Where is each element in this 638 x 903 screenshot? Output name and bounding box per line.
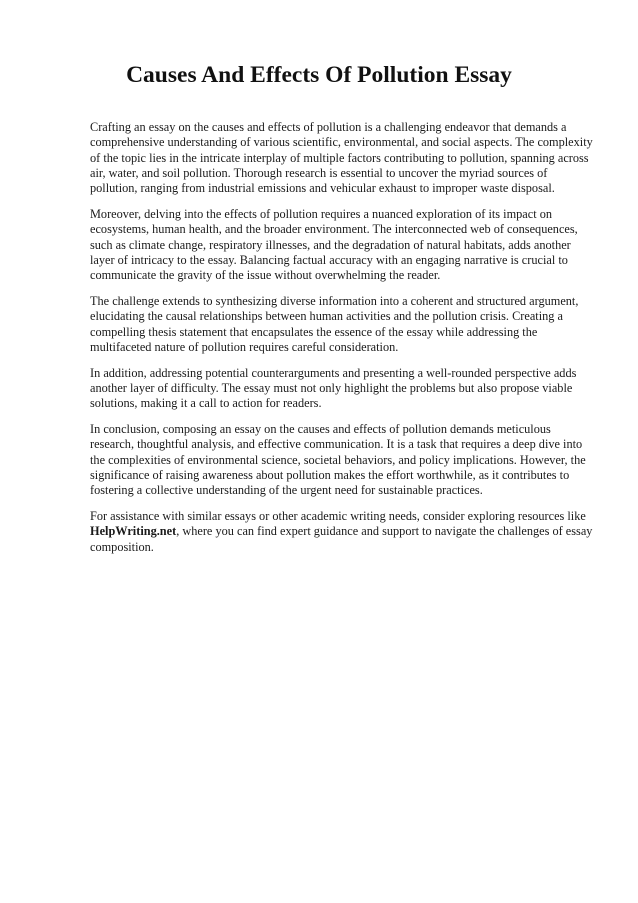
essay-paragraph-5: In conclusion, composing an essay on the causes and effects of pollution demands meticulous research, thoughtful analysis, and effective communication. It is a task that requires a deep dive into the complexities of environmental science, societal behaviors, and policy implications. However, the significance of raising awareness about pollution makes the effort worthwhile, as it contributes to fostering a collective understanding of the urgent need for sustainable practices. [90,422,586,498]
essay-body [90,120,595,565]
essay-paragraph-1: Crafting an essay on the causes and effects of pollution is a challenging endeavor that demands a comprehensive understanding of various scientific, environmental, and social aspects. The complexity of the topic lies in the intricate interplay of multiple factors contributing to pollution, spanning across air, water, and soil pollution. Thorough research is essential to uncover the myriad sources of pollution, ranging from industrial emissions and vehicular exhaust to improper waste disposal. [90,120,593,196]
essay-paragraph-2: Moreover, delving into the effects of pollution requires a nuanced exploration of its impact on ecosystems, human health, and the broader environment. The interconnected web of consequences, such as climate change, respiratory illnesses, and the degradation of natural habitats, adds another layer of intricacy to the essay. Balancing factual accuracy with an engaging narrative is crucial to communicate the gravity of the issue without overwhelming the reader. [90,206,578,283]
essay-paragraph-3: The challenge extends to synthesizing diverse information into a coherent and structured argument, elucidating the causal relationships between human activities and the pollution crisis. Creating a compelling thesis statement that encapsulates the essence of the essay while addressing the multifaceted nature of pollution requires careful consideration. [90,293,579,354]
essay-paragraph-4: In addition, addressing potential counterarguments and presenting a well-rounded perspective adds another layer of difficulty. The essay must not only highlight the problems but also propose viable solutions, making it a call to action for readers. [90,365,577,411]
closing-text-after-link: , where you can find expert guidance and support to navigate the challenges of essay composition. [90,524,593,554]
closing-text-before-link: For assistance with similar essays or other academic writing needs, consider exploring resources like [90,509,586,524]
closing-paragraph [90,509,595,555]
essay-title: Causes And Effects Of Pollution Essay [126,62,512,88]
helpwriting-link[interactable]: HelpWriting.net [90,524,177,539]
